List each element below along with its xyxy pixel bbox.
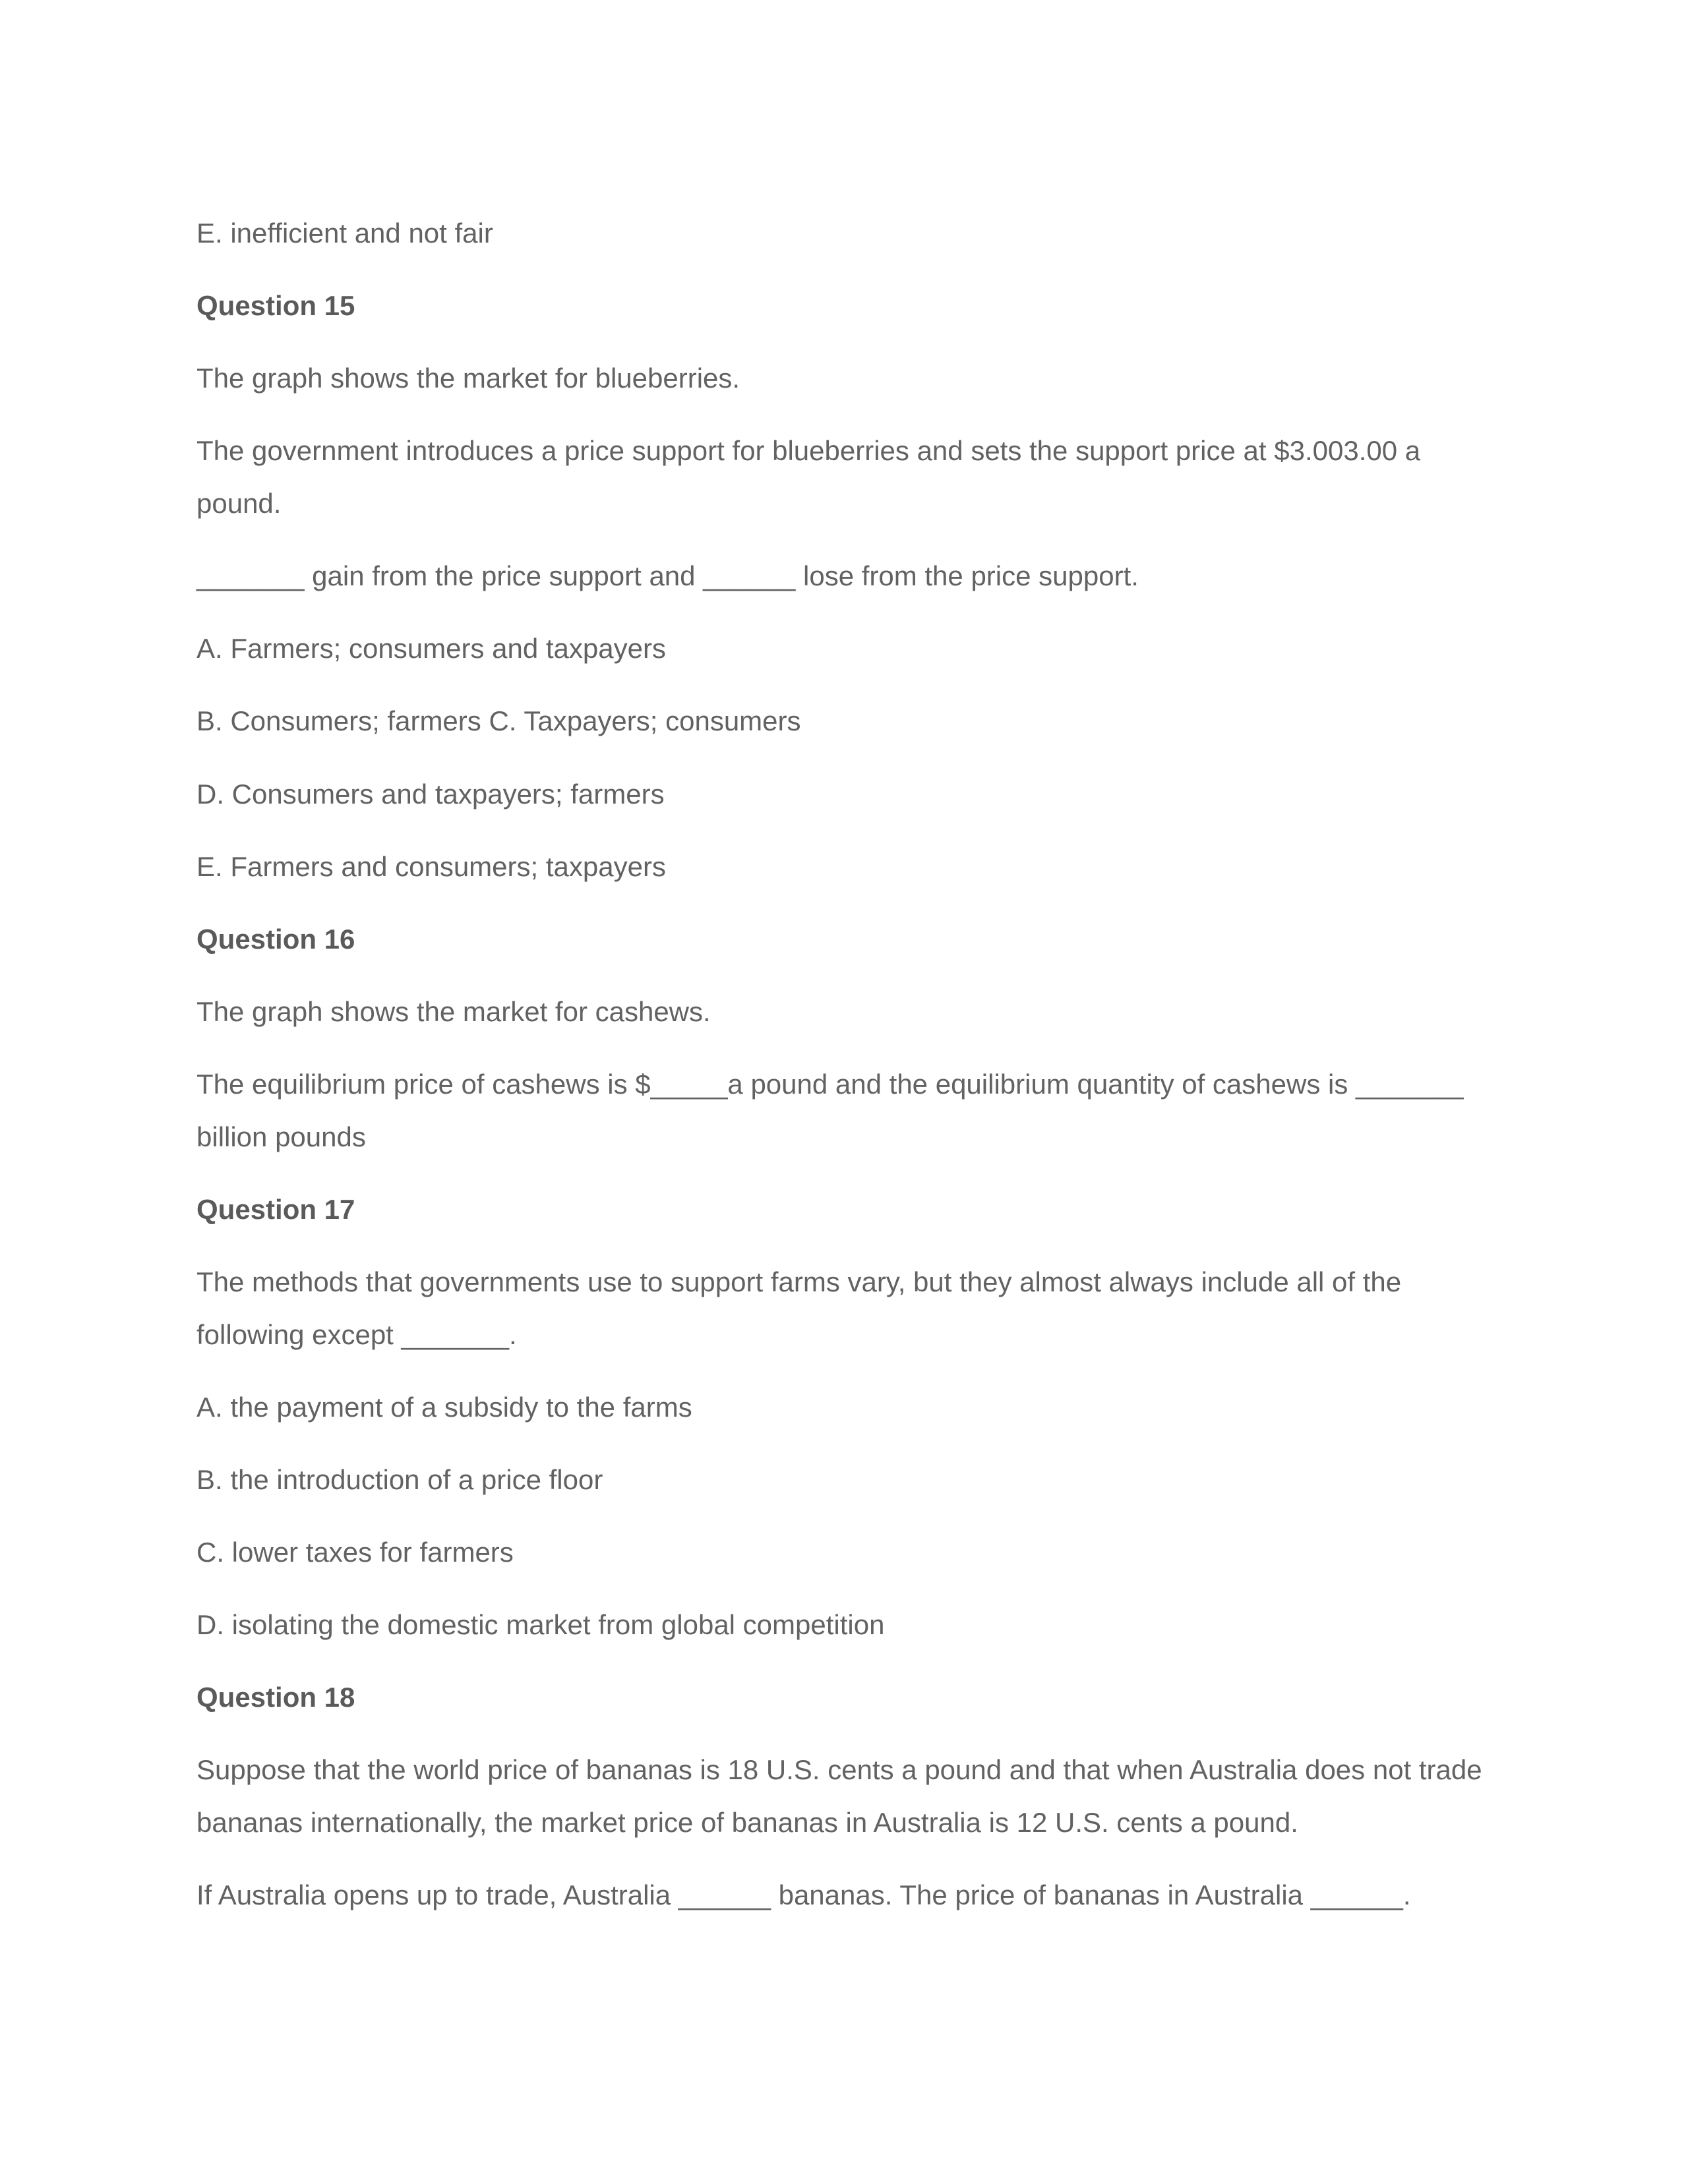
- question-15-text: The government introduces a price support for blueberries and sets the support price at $3.003.00 a: [196, 435, 1421, 466]
- question-18-prompt: If Australia opens up to trade, Australia ______ bananas. The price of bananas in Australia ______.: [196, 1879, 1411, 1910]
- answer-option-b: B. the introduction of a price floor: [196, 1464, 603, 1495]
- question-18-text: Suppose that the world price of bananas is 18 U.S. cents a pound and that when Australia does not trade: [196, 1754, 1482, 1785]
- question-15-text: pound.: [196, 488, 282, 519]
- question-18-text: bananas internationally, the market price of bananas in Australia is 12 U.S. cents a pound.: [196, 1807, 1298, 1838]
- answer-option-d: D. Consumers and taxpayers; farmers: [196, 779, 665, 810]
- question-16-text: The graph shows the market for cashews.: [196, 996, 711, 1027]
- question-17-text: following except _______.: [196, 1319, 517, 1350]
- question-16-text: billion pounds: [196, 1121, 366, 1152]
- answer-option-a: A. Farmers; consumers and taxpayers: [196, 633, 666, 664]
- question-16-heading: Question 16: [196, 924, 355, 955]
- question-18-heading: Question 18: [196, 1682, 355, 1713]
- answer-option-e: E. Farmers and consumers; taxpayers: [196, 851, 666, 882]
- question-15-text: The graph shows the market for blueberries.: [196, 363, 740, 394]
- question-15-prompt: _______ gain from the price support and ______ lose from the price support.: [196, 560, 1139, 591]
- question-17-text: The methods that governments use to support farms vary, but they almost always include all of the: [196, 1266, 1402, 1297]
- answer-option-b: B. Consumers; farmers C. Taxpayers; consumers: [196, 705, 801, 736]
- question-16-text: The equilibrium price of cashews is $_____a pound and the equilibrium quantity of cashews is _______: [196, 1069, 1464, 1100]
- answer-option-e: E. inefficient and not fair: [196, 218, 493, 249]
- question-15-heading: Question 15: [196, 290, 355, 321]
- answer-option-a: A. the payment of a subsidy to the farms: [196, 1392, 692, 1423]
- answer-option-c: C. lower taxes for farmers: [196, 1537, 514, 1568]
- answer-option-d: D. isolating the domestic market from global competition: [196, 1609, 885, 1640]
- question-17-heading: Question 17: [196, 1194, 355, 1225]
